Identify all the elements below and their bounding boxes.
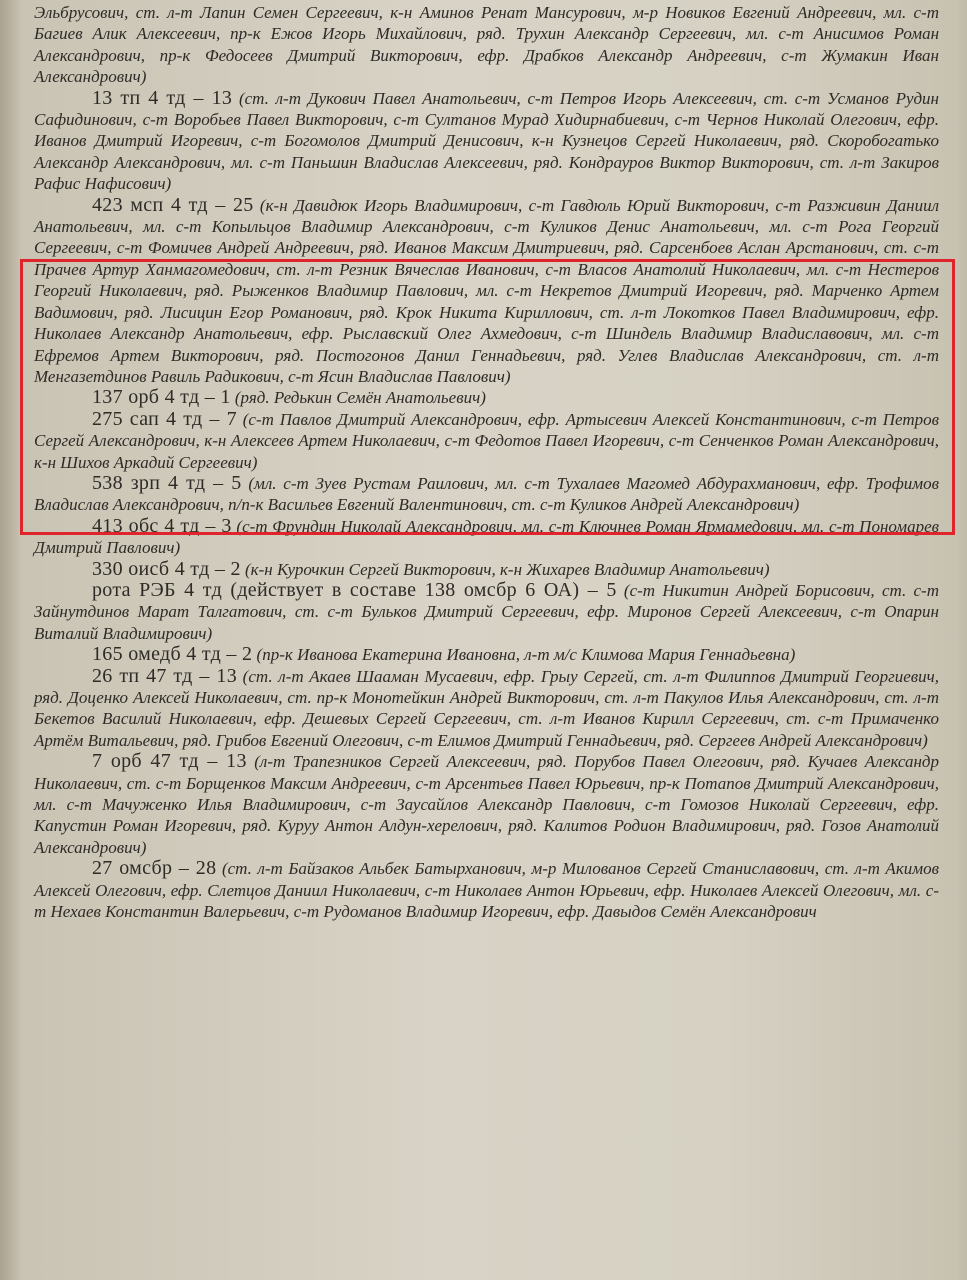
entry-7: [34, 559, 939, 580]
unit-label: 27 омсбр – 28: [92, 857, 217, 880]
entry-names: (ст. л-т Дукович Павел Анатольевич, с-т Петров Игорь Алексеевич, ст. с-т Усманов Рудин Сафидинович, с-т Воробьев Павел Викторович, с-т Султанов Мурад Хидирнабиевич, с-т Чернов Николай Олегович, ефр. Иванов Дмитрий Игоревич, с-т Богомолов Дмитрий Денисович, к-н Кузнецов Сергей Николаевич, ряд. Скоробогатько Александр Александрович, мл. с-т Паньшин Владислав Алексеевич, ряд. Кондрауров Виктор Викторович, ст. л-т Закиров Рафис Нафисович): [34, 88, 939, 194]
unit-label: 165 омедб 4 тд – 2: [92, 643, 253, 666]
unit-label: 423 мсп 4 тд – 25: [92, 193, 254, 216]
entry-5: [34, 473, 939, 516]
entry-names: (ст. л-т Акаев Шааман Мусаевич, ефр. Грыу Сергей, ст. л-т Филиппов Дмитрий Георгиевич, ряд. Доценко Алексей Николаевич, ст. пр-к Монотейкин Андрей Викторович, ст. л-т Пакулов Илья Александрович, ст. л-т Бекетов Василий Николаевич, ефр. Дешевых Сергей Сергеевич, ст. л-т Иванов Кирилл Сергеевич, ст. с-т Примаченко Артём Витальевич, ряд. Грибов Евгений Олегович, с-т Елимов Дмитрий Геннадьевич, ряд. Сергеев Андрей Александрович): [34, 666, 939, 750]
entry-4: [34, 409, 939, 473]
entry-3: [34, 387, 939, 408]
entry-names: (с-т Павлов Дмитрий Александрович, ефр. Артысевич Алексей Константинович, с-т Петров Сергей Александрович, к-н Алексеев Артем Николаевич, с-т Федотов Павел Игоревич, с-т Сенченков Роман Александрович, к-н Шихов Аркадий Сергеевич): [34, 409, 940, 472]
entry-10: [34, 666, 939, 752]
entry-names: (ряд. Редькин Семён Анатольевич): [234, 388, 486, 408]
unit-label: 413 обс 4 тд – 3: [92, 514, 232, 537]
entry-names: (с-т Фрундин Николай Александрович, мл. с-т Ключнев Роман Ярмамедович, мл. с-т Пономарев Дмитрий Павлович): [34, 516, 940, 558]
unit-label: 330 оисб 4 тд – 2: [92, 557, 241, 580]
entry-2: [34, 195, 939, 388]
entry-6: [34, 516, 939, 559]
unit-label: 7 орб 47 тд – 13: [92, 750, 247, 773]
entry-11: [34, 751, 939, 858]
entry-names: (с-т Никитин Андрей Борисович, ст. с-т Зайнутдинов Марат Талгатович, ст. с-т Бульков Дмитрий Сергеевич, ефр. Миронов Сергей Алексеевич, с-т Опарин Виталий Владимирович): [34, 580, 939, 643]
unit-label: 26 тп 47 тд – 13: [92, 664, 237, 687]
entry-names: Эльбрусович, ст. л-т Лапин Семен Сергеевич, к-н Аминов Ренат Мансурович, м-р Новиков Евгений Андреевич, мл. с-т Багиев Алик Алексеевич, пр-к Ежов Игорь Михайлович, ряд. Трухин Александр Сергеевич, мл. с-т Анисимов Роман Александрович, пр-к Федосеев Дмитрий Викторович, ефр. Драбков Александр Андреевич, с-т Жумакин Иван Александрович): [34, 3, 939, 87]
entry-names: (к-н Курочкин Сергей Викторович, к-н Жихарев Владимир Анатольевич): [245, 559, 770, 579]
entry-names: (к-н Давидюк Игорь Владимирович, с-т Гавдюль Юрий Викторович, с-т Разживин Даниил Анатольевич, мл. с-т Копыльцов Владимир Александрович, с-т Куликов Денис Анатольевич, мл. с-т Рога Георгий Сергеевич, с-т Фомичев Андрей Андреевич, ряд. Иванов Максим Дмитриевич, ряд. Сарсенбоев Аслан Арстанович, ст. с-т Прачев Артур Ханмагомедович, ст. л-т Резник Вячеслав Иванович, с-т Власов Анатолий Николаевич, мл. с-т Нестеров Георгий Николаевич, ряд. Рыженков Владимир Павлович, мл. с-т Некретов Дмитрий Игоревич, ряд. Марченко Артем Вадимович, ряд. Лисицин Егор Романович, ряд. Крок Никита Кириллович, ст. л-т Локотков Павел Владимирович, ефр. Николаев Александр Анатольевич, ефр. Рыславский Олег Ахмедович, с-т Шиндель Владимир Владиславович, мл. с-т Ефремов Артем Викторович, ряд. Постогонов Данил Геннадьевич, ряд. Углев Владислав Александрович, ст. л-т Менгазетдинов Равиль Радикович, с-т Ясин Владислав Павлович): [34, 195, 939, 386]
entry-names: (л-т Трапезников Сергей Алексеевич, ряд. Порубов Павел Олегович, ряд. Кучаев Александр Николаевич, ст. с-т Борщенков Максим Андреевич, с-т Арсентьев Павел Юрьевич, пр-к Потапов Дмитрий Александрович, мл. с-т Мачуженко Илья Владимирович, с-т Заусайлов Александр Павлович, с-т Гомозов Николай Сергеевич, ефр. Капустин Роман Игоревич, ряд. Куруу Антон Алдун-херелович, ряд. Калитов Родион Владимирович, ряд. Гозов Анатолий Александрович): [34, 752, 939, 857]
entry-8: [34, 580, 939, 644]
unit-label: 137 орб 4 тд – 1: [92, 386, 231, 409]
entry-names: (ст. л-т Байзаков Альбек Батырханович, м-р Милованов Сергей Станиславович, ст. л-т Акимов Алексей Олегович, ефр. Слетцов Даниил Николаевич, с-т Николаев Антон Юрьевич, ефр. Николаев Алексей Олегович, мл. с-т Нехаев Константин Валерьевич, с-т Рудоманов Владимир Игоревич, ефр. Давыдов Семён Александрович: [34, 859, 940, 922]
entry-1: [34, 88, 939, 195]
unit-label: 275 сап 4 тд – 7: [92, 407, 237, 430]
entry-12: [34, 858, 939, 922]
unit-label: 13 тп 4 тд – 13: [92, 86, 233, 109]
entry-names: (пр-к Иванова Екатерина Ивановна, л-т м/с Климова Мария Геннадьевна): [256, 645, 796, 665]
unit-label: рота РЭБ 4 тд (действует в составе 138 омсбр 6 ОА) – 5: [92, 578, 617, 601]
entry-0: [34, 2, 939, 88]
entry-9: [34, 644, 939, 665]
entry-names: (мл. с-т Зуев Рустам Раилович, мл. с-т Тухалаев Магомед Абдурахманович, ефр. Трофимов Владислав Александрович, п/п-к Васильев Евгений Валентинович, ст. с-т Куликов Андрей Александрович): [34, 473, 940, 515]
unit-label: 538 зрп 4 тд – 5: [92, 471, 242, 494]
